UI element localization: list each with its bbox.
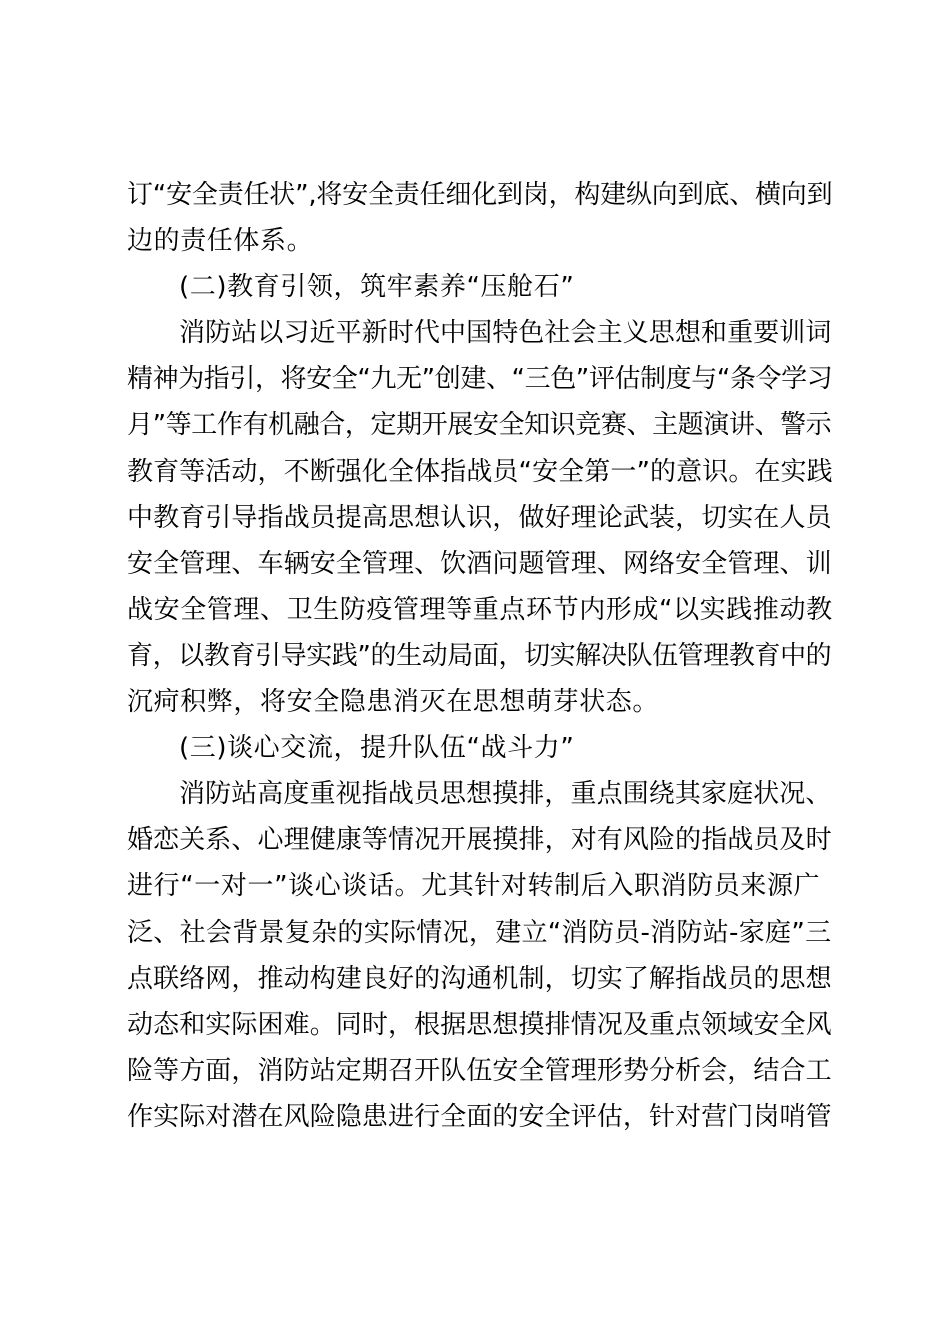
text-line: 点联络网，推动构建良好的沟通机制，切实了解指战员的思想 <box>127 963 832 994</box>
text-line: 精神为指引，将安全“九无”创建、“三色”评估制度与“条令学习 <box>127 364 833 395</box>
text-line: 育，以教育引导实践”的生动局面，切实解决队伍管理教育中的 <box>127 640 832 671</box>
text-line: 动态和实际困难。同时，根据思想摸排情况及重点领域安全风 <box>127 1009 832 1040</box>
text-line: 沉疴积弊，将安全隐患消灭在思想萌芽状态。 <box>127 687 660 718</box>
text-line: 中教育引导指战员提高思想认识，做好理论武装，切实在人员 <box>127 502 832 533</box>
text-line: 边的责任体系。 <box>127 226 314 257</box>
text-line: 战安全管理、卫生防疫管理等重点环节内形成“以实践推动教 <box>127 594 833 625</box>
body-text <box>127 172 832 1140</box>
text-line: 安全管理、车辆安全管理、饮酒问题管理、网络安全管理、训 <box>127 548 832 579</box>
text-line: (三)谈心交流，提升队伍“战斗力” <box>179 733 575 764</box>
text-line: 险等方面，消防站定期召开队伍安全管理形势分析会，结合工 <box>127 1055 832 1086</box>
text-line: 消防站高度重视指战员思想摸排，重点围绕其家庭状况、 <box>179 779 832 810</box>
text-line: 月”等工作有机融合，定期开展安全知识竞赛、主题演讲、警示 <box>127 410 832 441</box>
text-line: 消防站以习近平新时代中国特色社会主义思想和重要训词 <box>179 318 832 349</box>
text-line: 婚恋关系、心理健康等情况开展摸排，对有风险的指战员及时 <box>127 825 832 856</box>
text-line: 教育等活动，不断强化全体指战员“安全第一”的意识。在实践 <box>127 456 833 487</box>
text-line: 泛、社会背景复杂的实际情况，建立“消防员-消防站-家庭”三 <box>127 917 832 948</box>
text-line: 进行“一对一”谈心谈话。尤其针对转制后入职消防员来源广 <box>127 871 821 902</box>
text-line: 作实际对潜在风险隐患进行全面的安全评估，针对营门岗哨管 <box>127 1101 832 1132</box>
text-line: 订“安全责任状”,将安全责任细化到岗，构建纵向到底、横向到 <box>127 180 833 210</box>
text-line: (二)教育引领，筑牢素养“压舱石” <box>179 272 575 303</box>
